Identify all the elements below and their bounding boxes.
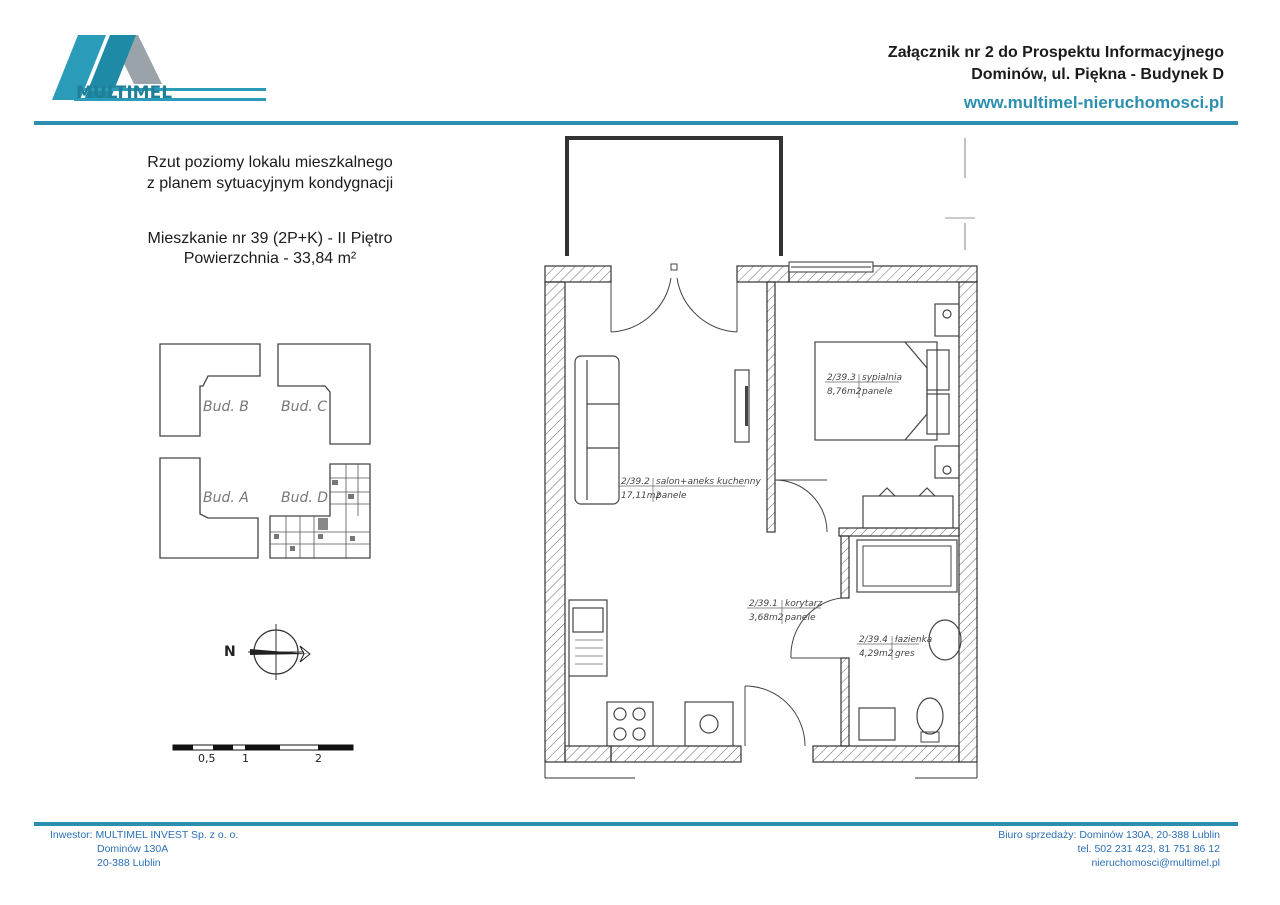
room-3-floor: panele [785, 613, 816, 623]
room-1-area: 17,11m2 [621, 491, 662, 501]
apartment-marker [318, 518, 328, 530]
logo-text: MULTIMEL [76, 83, 173, 103]
scale-label-1: 1 [242, 752, 249, 765]
plan-title-line-2: z planem sytuacyjnym kondygnacji [146, 175, 394, 192]
header-divider [34, 121, 1238, 125]
bed [815, 304, 959, 528]
room-4-name: łazienka [895, 635, 933, 645]
room-3-area: 3,68m2 [749, 613, 784, 623]
kitchen [569, 600, 733, 746]
sofa [575, 356, 619, 504]
room-1-name: salon+aneks kuchenny [656, 477, 761, 487]
footer-divider [34, 822, 1238, 826]
bathtub [857, 540, 957, 592]
room-2-code: 2/39.3 [827, 373, 856, 383]
room-2-area: 8,76m2 [827, 387, 862, 397]
room-3-name: korytarz [785, 599, 823, 609]
website-link[interactable]: www.multimel-nieruchomosci.pl [963, 93, 1224, 112]
compass [220, 618, 320, 688]
logo-mark-icon [40, 32, 270, 108]
site-plan [150, 336, 380, 568]
room-4-code: 2/39.4 [859, 635, 888, 645]
floor-plan [535, 128, 985, 784]
room-1-code: 2/39.2 [621, 477, 650, 487]
header-line-1: Załącznik nr 2 do Prospektu Informacyjnego [887, 44, 1224, 61]
area-label: Powierzchnia - 33,84 m² [183, 250, 357, 267]
header-line-2: Dominów, ul. Piękna - Budynek D [971, 66, 1224, 83]
scale-bar [170, 740, 360, 770]
multimel-logo [40, 32, 270, 108]
sink [929, 620, 961, 660]
toilet [917, 698, 943, 734]
investor-line-1: Inwestor: MULTIMEL INVEST Sp. z o. o. [50, 829, 239, 841]
room-4-floor: gres [895, 649, 915, 659]
bud-c-label: Bud. C [281, 399, 328, 415]
room-1-floor: panele [656, 491, 687, 501]
scale-label-2: 2 [315, 752, 322, 765]
office-phone: tel. 502 231 423, 81 751 86 12 [1077, 843, 1220, 855]
apartment-label: Mieszkanie nr 39 (2P+K) - II Piętro [147, 230, 393, 247]
room-2-floor: panele [862, 387, 893, 397]
plan-title-line-1: Rzut poziomy lokalu mieszkalnego [147, 154, 393, 171]
room-4-area: 4,29m2 [859, 649, 894, 659]
bud-a-label: Bud. A [203, 490, 249, 506]
room-3-code: 2/39.1 [749, 599, 778, 609]
bud-b-label: Bud. B [203, 399, 249, 415]
investor-line-3: 20-388 Lublin [97, 857, 161, 869]
room-2-name: sypialnia [862, 373, 902, 383]
north-label: N [224, 644, 236, 660]
investor-line-2: Dominów 130A [97, 843, 169, 855]
bud-d-label: Bud. D [281, 490, 329, 506]
office-line-1: Biuro sprzedaży: Dominów 130A, 20-388 Lublin [998, 829, 1220, 841]
office-email[interactable]: nieruchomosci@multimel.pl [1091, 857, 1220, 869]
scale-label-05: 0,5 [198, 752, 216, 765]
